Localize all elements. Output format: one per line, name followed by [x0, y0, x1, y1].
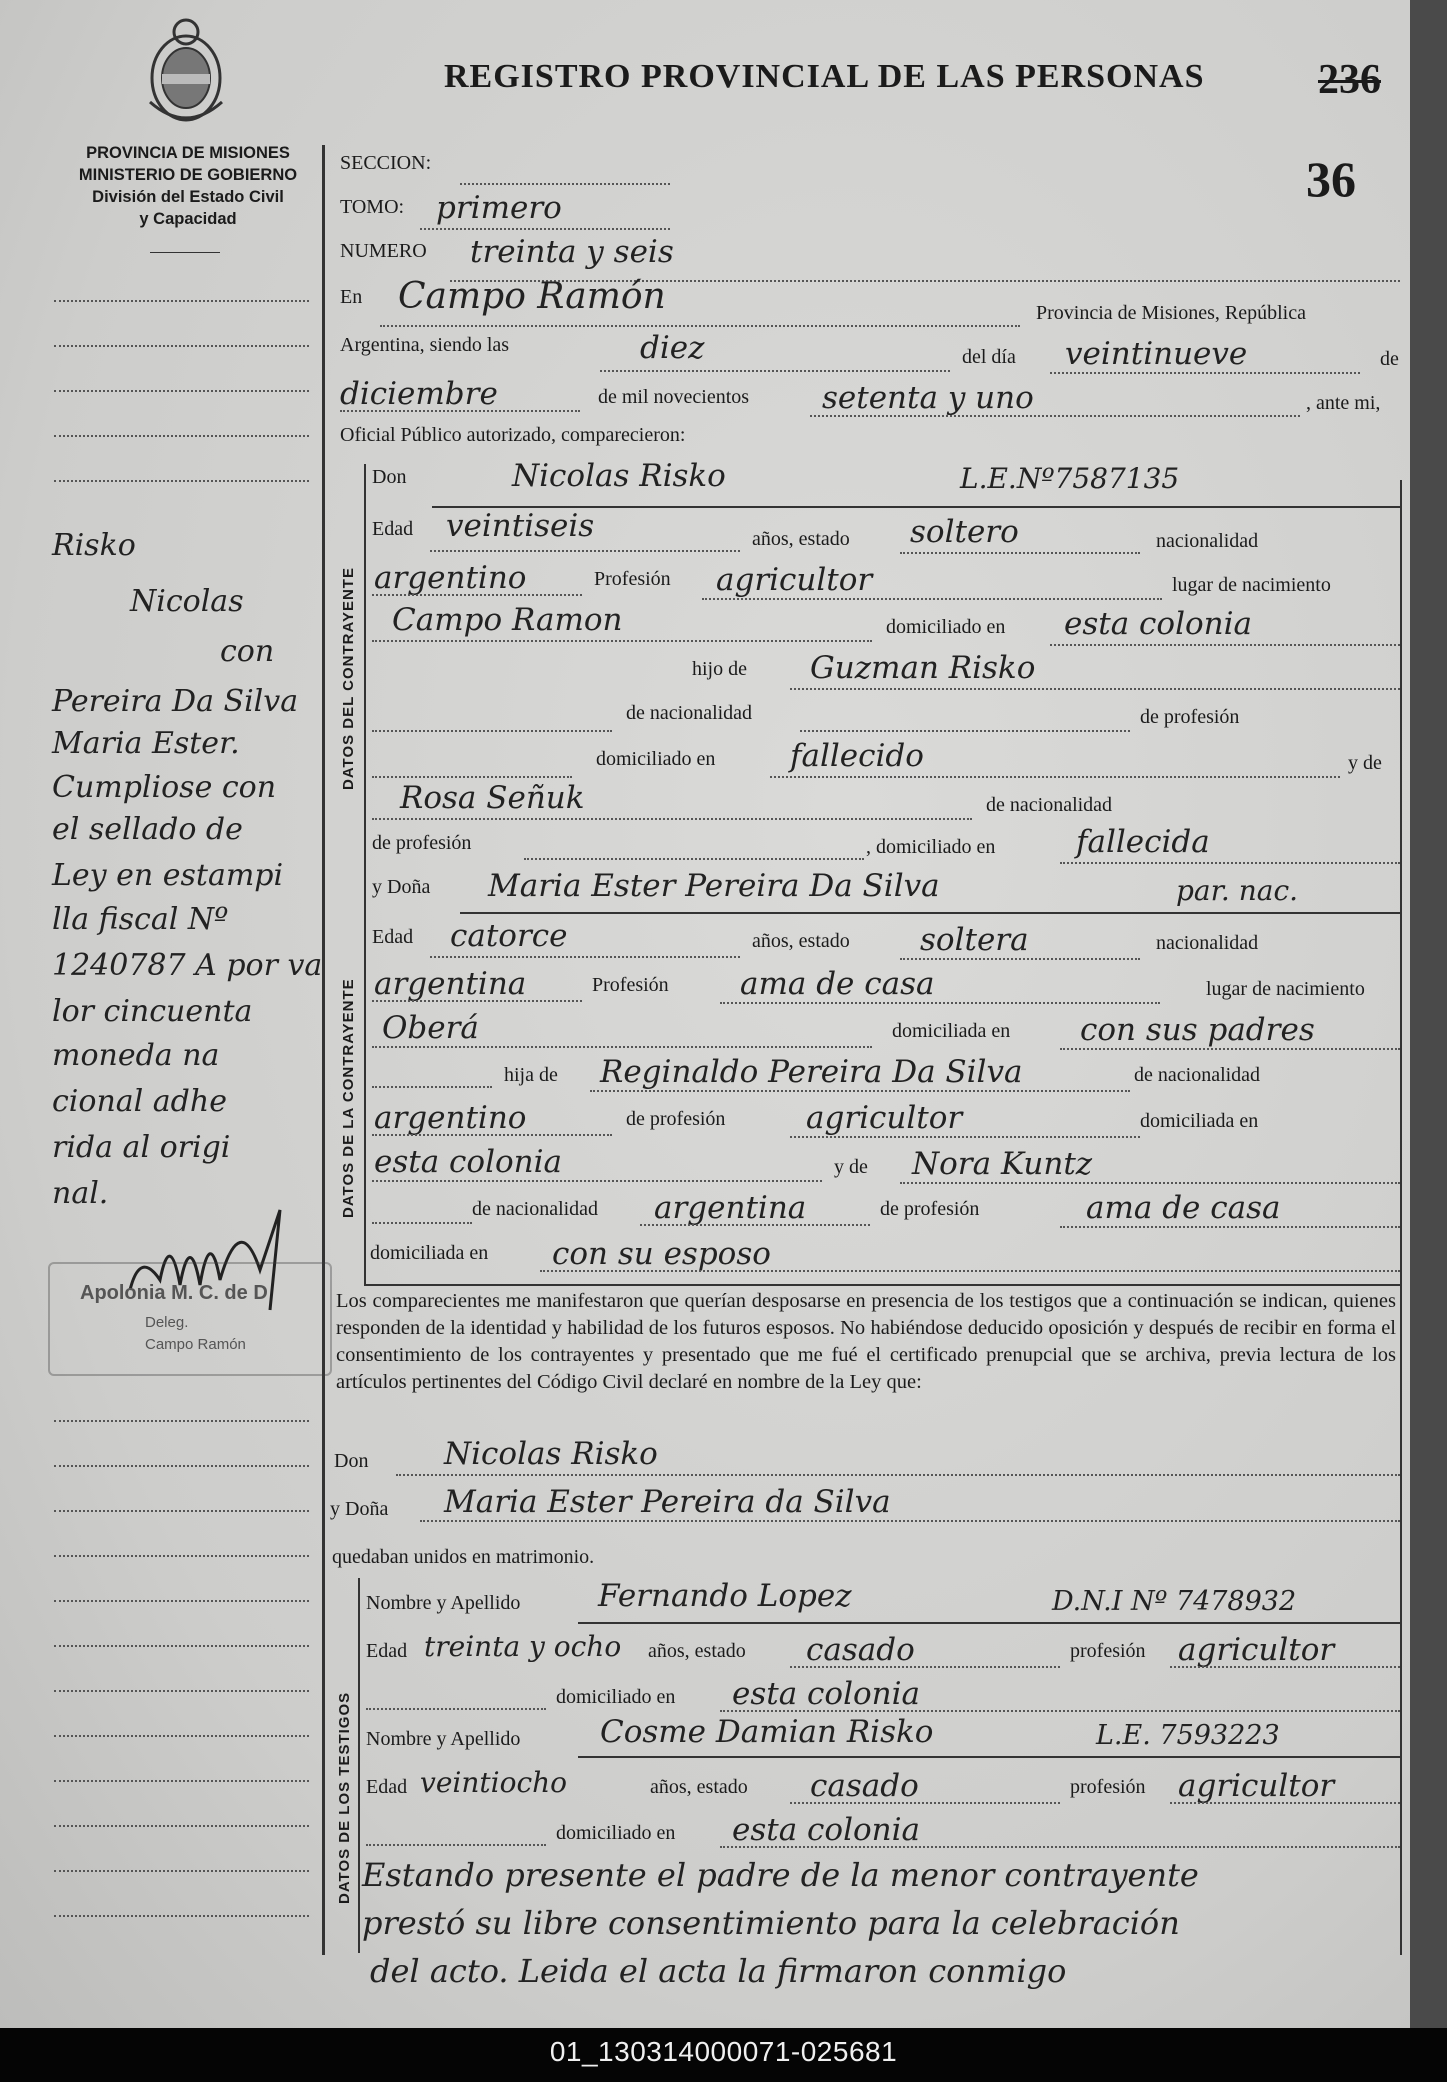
edad-line: [430, 550, 740, 552]
blank-line: [372, 730, 612, 732]
domiciliado-label: domiciliado en: [596, 748, 716, 770]
margin-line: [54, 1825, 309, 1827]
dona-final-name: Maria Ester Pereira da Silva: [444, 1484, 891, 1520]
hora-value: diez: [640, 330, 705, 366]
margin-note-line: moneda na: [52, 1038, 220, 1073]
testigo2-documento: L.E. 7593223: [1096, 1720, 1280, 1751]
heading-line-3: División del Estado Civil: [92, 188, 284, 206]
lugar-nac-label: lugar de nacimiento: [1172, 574, 1331, 596]
novia-lugar: Oberá: [382, 1010, 479, 1046]
margin-line: [54, 1735, 309, 1737]
margin-line: [54, 1870, 309, 1872]
margin-note-line: Cumpliose con: [52, 770, 277, 805]
domicilio-line: [1050, 644, 1400, 646]
margin-note-line: Nicolas: [130, 584, 244, 619]
novia-edad: catorce: [450, 918, 568, 954]
padre-novia: Reginaldo Pereira Da Silva: [600, 1054, 1023, 1090]
nac-line: [372, 1000, 582, 1002]
argentina-siendo-label: Argentina, siendo las: [340, 334, 510, 356]
profesion-label: Profesión: [592, 974, 669, 996]
novio-documento: L.E.Nº7587135: [960, 462, 1180, 495]
de-profesion-label: de profesión: [880, 1198, 980, 1220]
margin-line: [54, 1555, 309, 1557]
margin-line: [54, 345, 309, 347]
lugar-line: [372, 640, 872, 642]
stamp-line-3: Campo Ramón: [145, 1336, 246, 1353]
de-nacionalidad-label: de nacionalidad: [472, 1198, 599, 1220]
profesion-line: [1060, 1226, 1400, 1228]
de-label: de: [1380, 348, 1399, 370]
nac-line: [640, 1224, 870, 1226]
nombre-apellido-label: Nombre y Apellido: [366, 1592, 521, 1614]
margin-note-line: lla fiscal Nº: [52, 902, 229, 937]
margin-note-line: Risko: [52, 528, 136, 563]
stamp-line-1: Apolonia M. C. de D: [80, 1282, 268, 1304]
nota-line-1: Estando presente el padre de la menor contrayente: [362, 1856, 1199, 1894]
blank-line: [366, 1708, 546, 1710]
hijo-de-label: hijo de: [692, 658, 747, 680]
domiciliada-label: domiciliada en: [892, 1020, 1011, 1042]
de-nacionalidad-label: de nacionalidad: [986, 794, 1113, 816]
margin-note-line: 1240787 A por va: [52, 948, 323, 983]
testigo1-domicilio: esta colonia: [732, 1676, 921, 1712]
de-nacionalidad-label: de nacionalidad: [1134, 1064, 1261, 1086]
padre-novio: Guzman Risko: [810, 650, 1036, 686]
en-value: Campo Ramón: [398, 276, 666, 317]
domicilio-line: [540, 1270, 1400, 1272]
en-label: En: [340, 286, 363, 308]
padre-nac-line: [800, 730, 1130, 732]
domiciliado-label: domiciliado en: [556, 1686, 676, 1708]
margin-line: [54, 1915, 309, 1917]
ante-mi-label: , ante mi,: [1306, 392, 1381, 414]
declaration-paragraph: Los comparecientes me manifestaron que querían desposarse en presencia de los testigos que a continuación se indican, quienes responden de la identidad y habilidad de los futuros esposos. No habiéndose deducido oposición y después de recibir en forma el consentimiento de los contrayentes y presentado que me fué el certificado prenupcial que se archiva, previa lectura de los artículos pertinentes del Código Civil declaré en nombre de la Ley que:: [336, 1290, 1396, 1393]
margin-note-line: rida al origi: [52, 1130, 231, 1165]
mes-value: diciembre: [340, 376, 498, 412]
profesion-line: [720, 1002, 1160, 1004]
tomo-line: [420, 228, 670, 230]
de-profesion-label: de profesión: [626, 1108, 726, 1130]
tomo-value: primero: [436, 190, 562, 226]
novia-nac-abrev: par. nac.: [1176, 874, 1299, 907]
nacionalidad-label: nacionalidad: [1156, 530, 1259, 552]
anos-estado-label: años, estado: [648, 1640, 746, 1662]
madre-novia-profesion: ama de casa: [1086, 1190, 1281, 1226]
padre-novia-profesion: agricultor: [806, 1100, 963, 1136]
de-profesion-label: de profesión: [1140, 706, 1240, 728]
datos-testigos-label: DATOS DE LOS TESTIGOS: [336, 1691, 353, 1904]
novio-profesion: agricultor: [716, 562, 873, 598]
mes-line: [340, 410, 580, 412]
padre-novia-domicilio: esta colonia: [374, 1144, 563, 1180]
profesion-line: [790, 1136, 1140, 1138]
nombre-apellido-label: Nombre y Apellido: [366, 1728, 521, 1750]
blank-line: [372, 776, 572, 778]
blank-line: [372, 1086, 492, 1088]
nota-line-2: prestó su libre consentimiento para la celebración: [362, 1904, 1180, 1942]
margin-note-line: Ley en estampi: [52, 858, 284, 893]
edad-label: Edad: [366, 1640, 408, 1662]
y-de-label: y de: [1348, 752, 1382, 774]
novio-estado: soltero: [910, 514, 1019, 550]
blank-line: [372, 1222, 472, 1224]
lugar-nac-label: lugar de nacimiento: [1206, 978, 1365, 1000]
don-label: Don: [372, 466, 407, 488]
y-dona-label: y Doña: [372, 876, 431, 898]
dona-final-line: [420, 1520, 1400, 1522]
domicilio-line: [720, 1846, 1400, 1848]
anio-line: [810, 415, 1300, 417]
nac-line: [372, 594, 582, 596]
book-edge: [1410, 0, 1447, 2028]
seccion-line: [460, 183, 670, 185]
nacionalidad-label: nacionalidad: [1156, 932, 1259, 954]
edad-label: Edad: [366, 1776, 408, 1798]
margin-note-line: lor cincuenta: [52, 994, 253, 1029]
de-nacionalidad-label: de nacionalidad: [626, 702, 753, 724]
anos-estado-label: años, estado: [752, 528, 850, 550]
section-bracket: [364, 464, 366, 1284]
margin-line: [54, 1465, 309, 1467]
heading-line-4: y Capacidad: [139, 210, 237, 228]
novio-lugar: Campo Ramon: [392, 602, 623, 638]
novia-nombre: Maria Ester Pereira Da Silva: [488, 868, 940, 904]
blank-line: [366, 1844, 546, 1846]
margin-note-line: cional adhe: [52, 1084, 227, 1119]
profesion-line: [702, 598, 1162, 600]
anos-estado-label: años, estado: [752, 930, 850, 952]
en-line: [380, 325, 1020, 327]
domicilio-line: [720, 1710, 1400, 1712]
coma-domiciliado-label: , domiciliado en: [866, 836, 996, 858]
don-final-line: [396, 1474, 1400, 1476]
stamp-line-2: Deleg.: [145, 1314, 189, 1331]
testigo2-domicilio: esta colonia: [732, 1812, 921, 1848]
margin-line: [54, 1690, 309, 1692]
nota-line-3: del acto. Leida el acta la firmaron conmigo: [370, 1952, 1067, 1990]
anos-estado-label: años, estado: [650, 1776, 748, 1798]
testigo2-line: [578, 1756, 1400, 1758]
dia-line: [1050, 372, 1360, 374]
novia-nacionalidad: argentina: [374, 966, 527, 1002]
profesion-label: profesión: [1070, 1776, 1146, 1798]
madre-novia-nacionalidad: argentina: [654, 1190, 807, 1226]
madre-dom-line: [1060, 862, 1400, 864]
madre-line: [900, 1182, 1400, 1184]
provincia-label: Provincia de Misiones, República: [1036, 302, 1306, 324]
dia-value: veintinueve: [1065, 336, 1248, 372]
domicilio-line: [1060, 1048, 1400, 1050]
domiciliada-label: domiciliada en: [370, 1242, 489, 1264]
novio-nombre: Nicolas Risko: [512, 458, 726, 494]
lugar-line: [372, 1046, 872, 1048]
heading-rule: [150, 252, 220, 253]
hijo-de-line: [790, 688, 1400, 690]
dona-line: [460, 912, 1400, 914]
profesion-label: profesión: [1070, 1640, 1146, 1662]
novia-profesion: ama de casa: [740, 966, 935, 1002]
testigo2-nombre: Cosme Damian Risko: [600, 1714, 934, 1750]
de-mil-label: de mil novecientos: [598, 386, 750, 408]
novia-domicilio: con sus padres: [1080, 1012, 1315, 1048]
profesion-line: [1170, 1802, 1400, 1804]
hija-de-label: hija de: [504, 1064, 558, 1086]
testigo1-nombre: Fernando Lopez: [598, 1578, 852, 1614]
novia-estado: soltera: [920, 922, 1029, 958]
testigo1-documento: D.N.I Nº 7478932: [1052, 1586, 1297, 1617]
testigo2-profesion: agricultor: [1178, 1768, 1335, 1804]
testigo2-estado: casado: [810, 1768, 919, 1804]
edad-line: [430, 956, 740, 958]
y-de-label: y de: [834, 1156, 868, 1178]
numero-label: NUMERO: [340, 240, 427, 262]
profesion-label: Profesión: [594, 568, 671, 590]
right-rule: [1400, 480, 1402, 1955]
margin-line: [54, 1510, 309, 1512]
anio-value: setenta y uno: [822, 380, 1034, 416]
hija-de-line: [590, 1090, 1130, 1092]
heading-line-1: PROVINCIA DE MISIONES: [86, 144, 290, 162]
hora-line: [600, 370, 950, 372]
oficial-label: Oficial Público autorizado, comparecieron:: [340, 424, 686, 446]
de-profesion-label: de profesión: [372, 832, 472, 854]
novio-domicilio: esta colonia: [1064, 606, 1253, 642]
madre-prof-line: [524, 858, 864, 860]
testigo1-line: [578, 1622, 1400, 1624]
issuing-authority: [58, 142, 318, 230]
margin-line: [54, 480, 309, 482]
column-divider: [322, 145, 325, 1955]
margin-line: [54, 1780, 309, 1782]
margin-note-line: Pereira Da Silva: [52, 684, 299, 719]
margin-line: [54, 300, 309, 302]
margin-line: [54, 1420, 309, 1422]
edad-label: Edad: [372, 518, 414, 540]
estado-line: [900, 552, 1140, 554]
madre-novio-domicilio: fallecida: [1076, 824, 1210, 860]
register-title: REGISTRO PROVINCIAL DE LAS PERSONAS: [444, 58, 1205, 95]
testigo1-estado: casado: [806, 1632, 915, 1668]
witness-bracket: [358, 1578, 360, 1953]
estado-line: [790, 1802, 1060, 1804]
don-final-name: Nicolas Risko: [444, 1436, 658, 1472]
profesion-line: [1170, 1666, 1400, 1668]
margin-line: [54, 1645, 309, 1647]
madre-novio: Rosa Señuk: [400, 780, 585, 816]
seccion-label: SECCION:: [340, 152, 432, 174]
padre-novia-nacionalidad: argentino: [374, 1100, 527, 1136]
domiciliado-label: domiciliado en: [886, 616, 1006, 638]
coat-of-arms-seal: [140, 12, 232, 130]
madre-novia: Nora Kuntz: [912, 1146, 1093, 1182]
y-dona-label: y Doña: [330, 1498, 389, 1520]
tomo-label: TOMO:: [340, 196, 405, 218]
official-stamp: [48, 1262, 332, 1376]
numero-value: treinta y seis: [470, 234, 674, 270]
del-dia-label: del día: [962, 346, 1016, 368]
estado-line: [900, 958, 1140, 960]
novio-edad: veintiseis: [446, 508, 595, 544]
padre-dom-line: [770, 776, 1340, 778]
madre-line: [372, 818, 972, 820]
padre-novio-domicilio: fallecido: [790, 738, 924, 774]
margin-line: [54, 1600, 309, 1602]
testigo1-profesion: agricultor: [1178, 1632, 1335, 1668]
nac-line: [372, 1134, 612, 1136]
testigo2-edad: veintiocho: [420, 1766, 568, 1799]
image-id-text: 01_130314000071-025681: [549, 2036, 898, 2067]
heading-line-2: MINISTERIO DE GOBIERNO: [78, 166, 298, 184]
datos-la-contrayente-label: DATOS DE LA CONTRAYENTE: [340, 978, 357, 1218]
datos-contrayente-label: DATOS DEL CONTRAYENTE: [340, 567, 357, 790]
image-id-bar: [0, 2028, 1447, 2082]
estado-line: [790, 1666, 1060, 1668]
domicilio-line: [372, 1180, 822, 1182]
testigo1-edad: treinta y ocho: [424, 1630, 622, 1663]
edad-label: Edad: [372, 926, 414, 948]
margin-line: [54, 390, 309, 392]
quedaban-label: quedaban unidos en matrimonio.: [332, 1546, 595, 1568]
record-number: 36: [1306, 151, 1356, 207]
domiciliado-label: domiciliado en: [556, 1822, 676, 1844]
struck-record-number: 236: [1318, 57, 1381, 103]
margin-note-line: nal.: [52, 1176, 109, 1211]
margin-note-line: el sellado de: [52, 812, 243, 847]
madre-novia-domicilio: con su esposo: [552, 1236, 771, 1272]
domiciliada-label: domiciliada en: [1140, 1110, 1259, 1132]
novio-nacionalidad: argentino: [374, 560, 527, 596]
margin-note-line: Maria Ester.: [52, 726, 240, 761]
section-close-line: [364, 1284, 1400, 1286]
margin-line: [54, 435, 309, 437]
don-label: Don: [334, 1450, 369, 1472]
margin-note-line: con: [220, 634, 275, 669]
